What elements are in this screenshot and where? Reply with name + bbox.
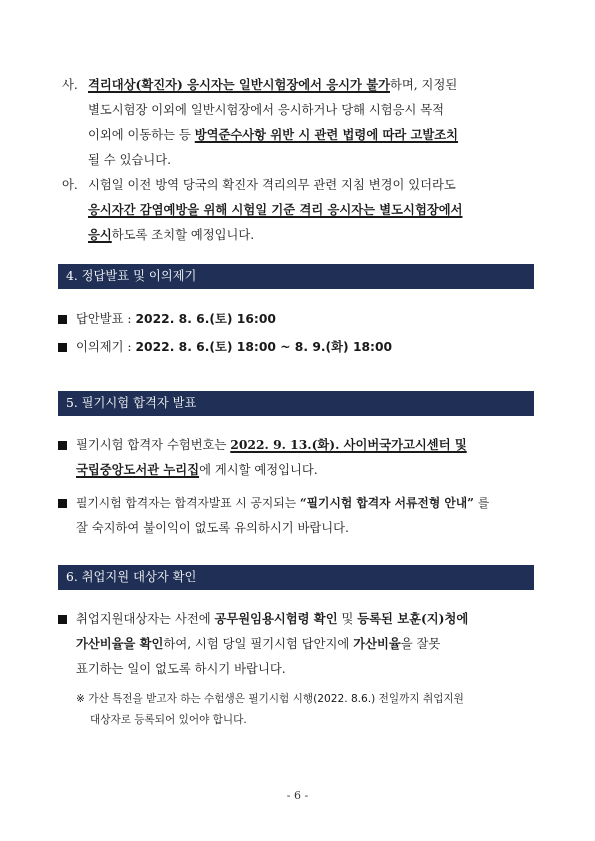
penalty-warning-text: 방역준수사항 위반 시 관련 법령에 따라 고발조치 <box>194 127 459 142</box>
section-sa-line-3: 이외에 이동하는 등 방역준수사항 위반 시 관련 법령에 따라 고발조치 <box>88 127 459 142</box>
section-sa-marker: 사. <box>62 78 78 92</box>
written-pass-item-1-line-2: 국립중앙도서관 누리집에 게시할 예정입니다. <box>76 462 318 477</box>
isolation-restriction-text: 격리대상(확진자) 응시자는 일반시험장에서 응시가 불가 <box>88 77 390 92</box>
written-pass-item-1-line-1: 필기시험 합격자 수험번호는 2022. 9. 13.(화). 사이버국가고시센터 및 <box>76 437 467 452</box>
section-5-header: 5. 필기시험 합격자 발표 <box>58 391 534 416</box>
written-pass-item-2-line-2: 잘 숙지하여 불이익이 없도록 유의하시기 바랍니다. <box>76 521 349 535</box>
written-pass-item-2-line-1: 필기시험 합격자는 합격자발표 시 공지되는 “필기시험 합격자 서류전형 안내” 를 <box>76 496 490 510</box>
employment-support-line-3: 표기하는 일이 없도록 하시기 바랍니다. <box>76 662 286 676</box>
section-a-line-2: 응시자간 감염예방을 위해 시험일 기준 격리 응시자는 별도시험장에서 <box>88 202 463 217</box>
page-number: - 6 - <box>286 789 309 802</box>
bullet-square <box>58 441 67 450</box>
section-sa-line-4: 될 수 있습니다. <box>88 153 171 167</box>
section-sa-line-1: 격리대상(확진자) 응시자는 일반시험장에서 응시가 불가하며, 지정된 <box>88 77 458 92</box>
section-sa-line-2: 별도시험장 이외에 일반시험장에서 응시하거나 당해 시험응시 목적 <box>88 103 445 117</box>
bullet-square <box>58 615 67 624</box>
answer-release-item: 답안발표 : 2022. 8. 6.(토) 16:00 <box>76 312 276 326</box>
employment-support-line-2: 가산비율을 확인하여, 시험 당일 필기시험 답안지에 가산비율을 잘못 <box>76 636 441 651</box>
bonus-note-line-2: 대상자로 등록되어 있어야 합니다. <box>90 714 247 726</box>
section-a-marker: 아. <box>62 178 78 192</box>
section-6-header: 6. 취업지원 대상자 확인 <box>58 565 534 590</box>
employment-support-line-1: 취업지원대상자는 사전에 공무원임용시험령 확인 및 등록된 보훈(지)청에 <box>76 611 469 626</box>
section-a-line-1: 시험일 이전 방역 당국의 확진자 격리의무 관련 지침 변경이 있더라도 <box>88 178 456 192</box>
bullet-square <box>58 315 67 324</box>
section-4-header: 4. 정답발표 및 이의제기 <box>58 264 534 289</box>
bonus-note-line-1: ※ 가산 특전을 받고자 하는 수험생은 필기시험 시행(2022. 8.6.) 전일까지 취업지원 <box>76 693 464 705</box>
section-a-line-3: 응시하도록 조치할 예정입니다. <box>88 227 255 242</box>
objection-item: 이의제기 : 2022. 8. 6.(토) 18:00 ~ 8. 9.(화) 18:00 <box>76 340 393 354</box>
bullet-square <box>58 343 67 352</box>
bullet-square <box>58 499 67 508</box>
